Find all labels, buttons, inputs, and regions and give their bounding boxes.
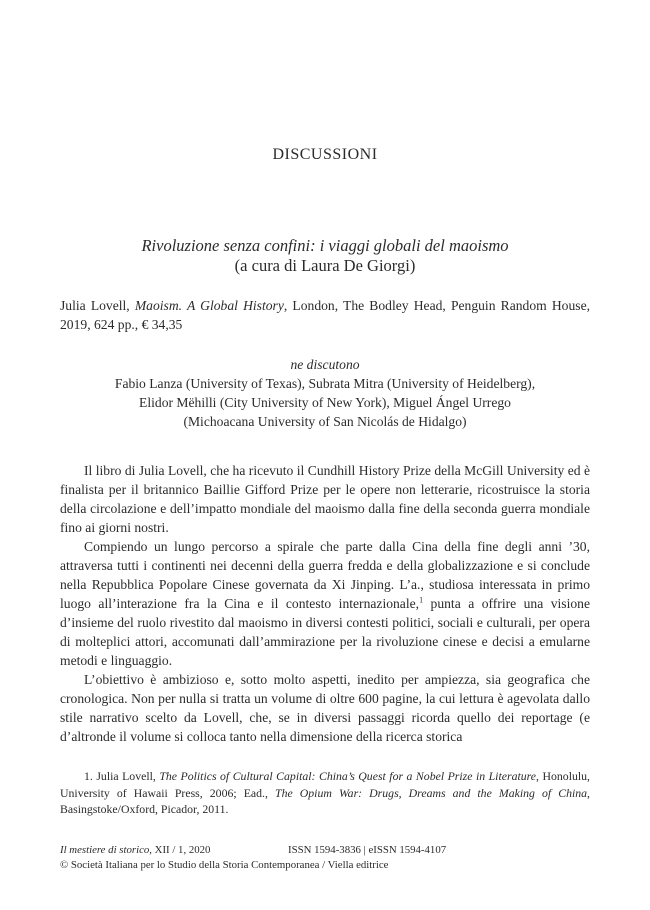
footnote-title: The Politics of Cultural Capital: China’s Quest for a Nobel Prize in Literature (159, 769, 537, 783)
footnote-reference[interactable]: 1 (419, 595, 424, 605)
discussants-block (60, 355, 590, 431)
journal-name: Il mestiere di storico (60, 844, 150, 856)
page-footer (60, 843, 590, 873)
paragraph: Il libro di Julia Lovell, che ha ricevuto il Cundhill History Prize della McGill University ed è finalista per il britannico Baillie Gifford Prize per le opere non letterarie, ricostruisce la storia della circolazione e dell’impatto mondiale del maoismo dalla fine della seconda guerra mondiale fino ai giorni nostri. (60, 463, 590, 535)
footnote-title: The Opium War: Drugs, Dreams and the Making of China (275, 785, 588, 800)
footnote-text: , Honolulu, University of Hawaii Press, 2006; Ead., (60, 769, 590, 800)
section-heading: DISCUSSIONI (272, 146, 378, 163)
paragraph-text: Compiendo un lungo percorso a spirale che parte dalla Cina della fine degli anni ’30, attraversa tutti i continenti nei decenni della guerra fredda e della globalizzazione e si conclude nella Repubblica Popolare Cinese governata da Xi Jinping. L’a., studiosa interessata in primo luogo all’interazione fra la Cina e il contesto internazionale, (60, 539, 590, 611)
paragraph: L’obiettivo è ambizioso e, sotto molto aspetti, inedito per ampiezza, sia geografica che cronologica. Non per nulla si tratta un volume di oltre 600 pagine, la cui lettura è agevolata dallo stile narrativo scelto da Lovell, che, se in diversi passaggi ricorda quello dei reportage (e d’altronde il volume si colloca tanto nella dimensione della ricerca storica (60, 672, 590, 744)
paragraph (60, 537, 590, 670)
issn: ISSN 1594-3836 | eISSN 1594-4107 (288, 844, 447, 856)
journal-issue: , XII / 1, 2020 (149, 844, 211, 856)
book-title: Maoism. A Global History (134, 298, 284, 313)
discussants-label: ne discutono (290, 357, 360, 372)
article-title: Rivoluzione senza confini: i viaggi globali del maoismo (141, 236, 509, 255)
footnote (60, 768, 590, 818)
paragraph-text: punta a offrire una visione d’insieme del ruolo rivestito dal maoismo in diversi contesti politici, sociali e culturali, per opera di molteplici attori, accomunati dall’ammirazione per la rivoluzione cinese e decisi a emularne metodi e linguaggio. (60, 596, 591, 668)
book-details: , London, The Bodley Head, Penguin Random House, 2019, 624 pp., € 34,35 (60, 298, 590, 332)
article-editor: (a cura di Laura De Giorgi) (234, 256, 416, 275)
discussants-line: (Michoacana University of San Nicolás de Hidalgo) (183, 414, 467, 429)
book-author: Julia Lovell, (60, 298, 135, 313)
reviewed-book-citation (60, 296, 590, 334)
discussants-line: Fabio Lanza (University of Texas), Subrata Mitra (University of Heidelberg), (114, 376, 536, 391)
body-text (60, 461, 590, 746)
footnote-text: , Basingstoke/Oxford, Picador, 2011. (60, 785, 590, 816)
footer-journal-line (60, 843, 590, 858)
copyright: © Società Italiana per lo Studio della Storia Contemporanea / Viella editrice (60, 859, 389, 871)
article-title-block (60, 236, 590, 276)
footnote-author: 1. Julia Lovell, (84, 769, 160, 783)
discussants-line: Elidor Mëhilli (City University of New York), Miguel Ángel Urrego (139, 395, 511, 410)
